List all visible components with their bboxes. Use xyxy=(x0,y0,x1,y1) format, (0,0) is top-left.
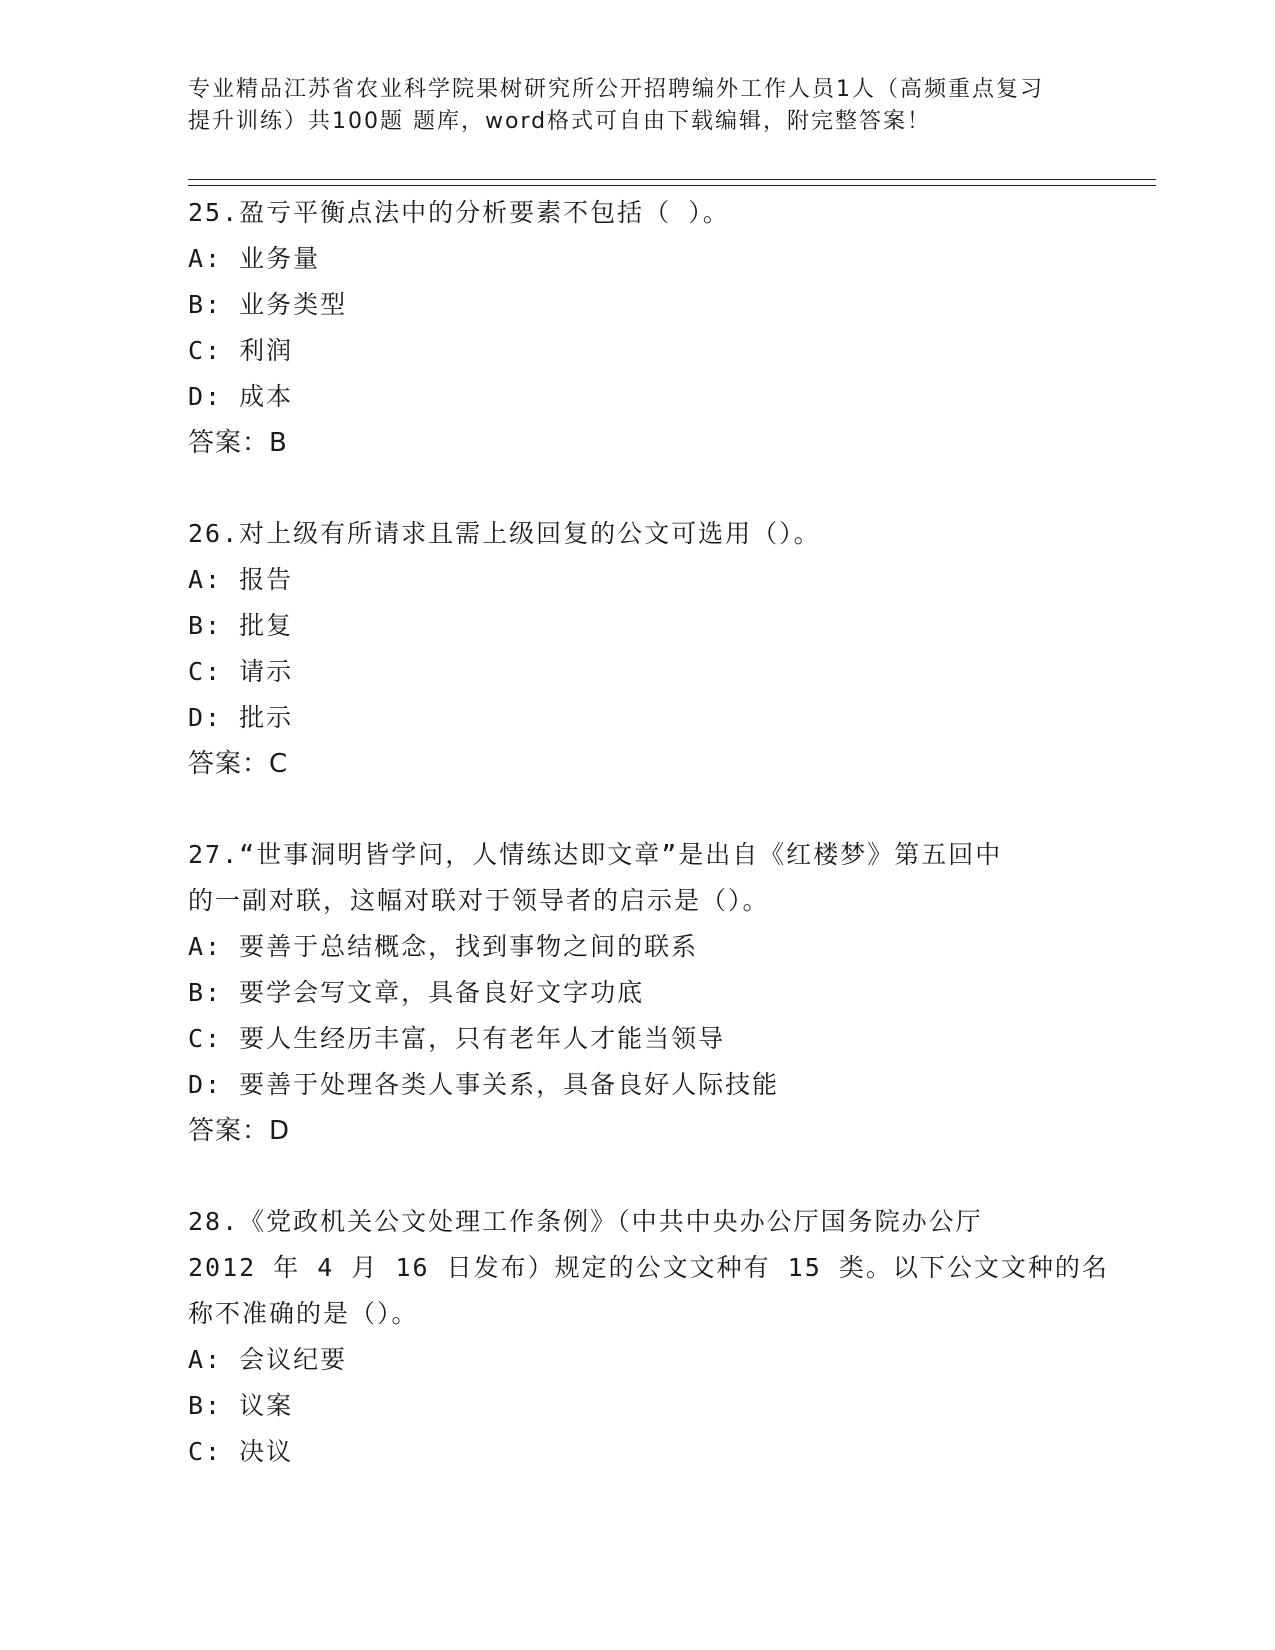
option-a: A: 要善于总结概念，找到事物之间的联系 xyxy=(188,932,699,961)
header-rule-top xyxy=(188,179,1156,180)
question-text: 26.对上级有所请求且需上级回复的公文可选用（）。 xyxy=(188,519,821,548)
question-list xyxy=(188,190,1109,1475)
question-text: 28.《党政机关公文处理工作条例》（中共中央办公厅国务院办公厅 xyxy=(188,1207,983,1236)
header-line-2: 提升训练）共100题 题库，word格式可自由下载编辑，附完整答案！ xyxy=(188,109,932,134)
option-a: A: 业务量 xyxy=(188,244,321,273)
option-d: D: 成本 xyxy=(188,382,294,411)
option-b: B: 要学会写文章，具备良好文字功底 xyxy=(188,978,645,1007)
option-b: B: 批复 xyxy=(188,611,294,640)
question-text: 27.“世事洞明皆学问，人情练达即文章”是出自《红楼梦》第五回中 xyxy=(188,840,1003,869)
answer-text: 答案：C xyxy=(188,749,289,779)
option-b: B: 议案 xyxy=(188,1391,294,1420)
document-header xyxy=(188,74,1088,138)
header-rule-bottom xyxy=(188,185,1156,186)
option-a: A: 会议纪要 xyxy=(188,1345,348,1374)
option-c: C: 决议 xyxy=(188,1437,294,1466)
question-text: 25.盈亏平衡点法中的分析要素不包括（ ）。 xyxy=(188,198,730,227)
question-item xyxy=(188,511,1088,787)
question-item xyxy=(188,1199,1109,1475)
question-text-cont: 称不准确的是（）。 xyxy=(188,1299,419,1328)
option-c: C: 请示 xyxy=(188,657,294,686)
question-item xyxy=(188,832,1088,1154)
question-text-cont: 2012 年 4 月 16 日发布）规定的公文文种有 15 类。以下公文文种的名 xyxy=(188,1253,1109,1282)
answer-text: 答案：D xyxy=(188,1116,291,1146)
option-d: D: 要善于处理各类人事关系，具备良好人际技能 xyxy=(188,1070,780,1099)
answer-text: 答案：B xyxy=(188,428,288,458)
option-c: C: 要人生经历丰富，只有老年人才能当领导 xyxy=(188,1024,726,1053)
option-a: A: 报告 xyxy=(188,565,294,594)
header-line-1: 专业精品江苏省农业科学院果树研究所公开招聘编外工作人员1人（高频重点复习 xyxy=(188,77,1044,102)
question-text-cont: 的一副对联，这幅对联对于领导者的启示是（）。 xyxy=(188,886,770,915)
option-c: C: 利润 xyxy=(188,336,294,365)
option-b: B: 业务类型 xyxy=(188,290,348,319)
question-item xyxy=(188,190,1088,466)
option-d: D: 批示 xyxy=(188,703,294,732)
